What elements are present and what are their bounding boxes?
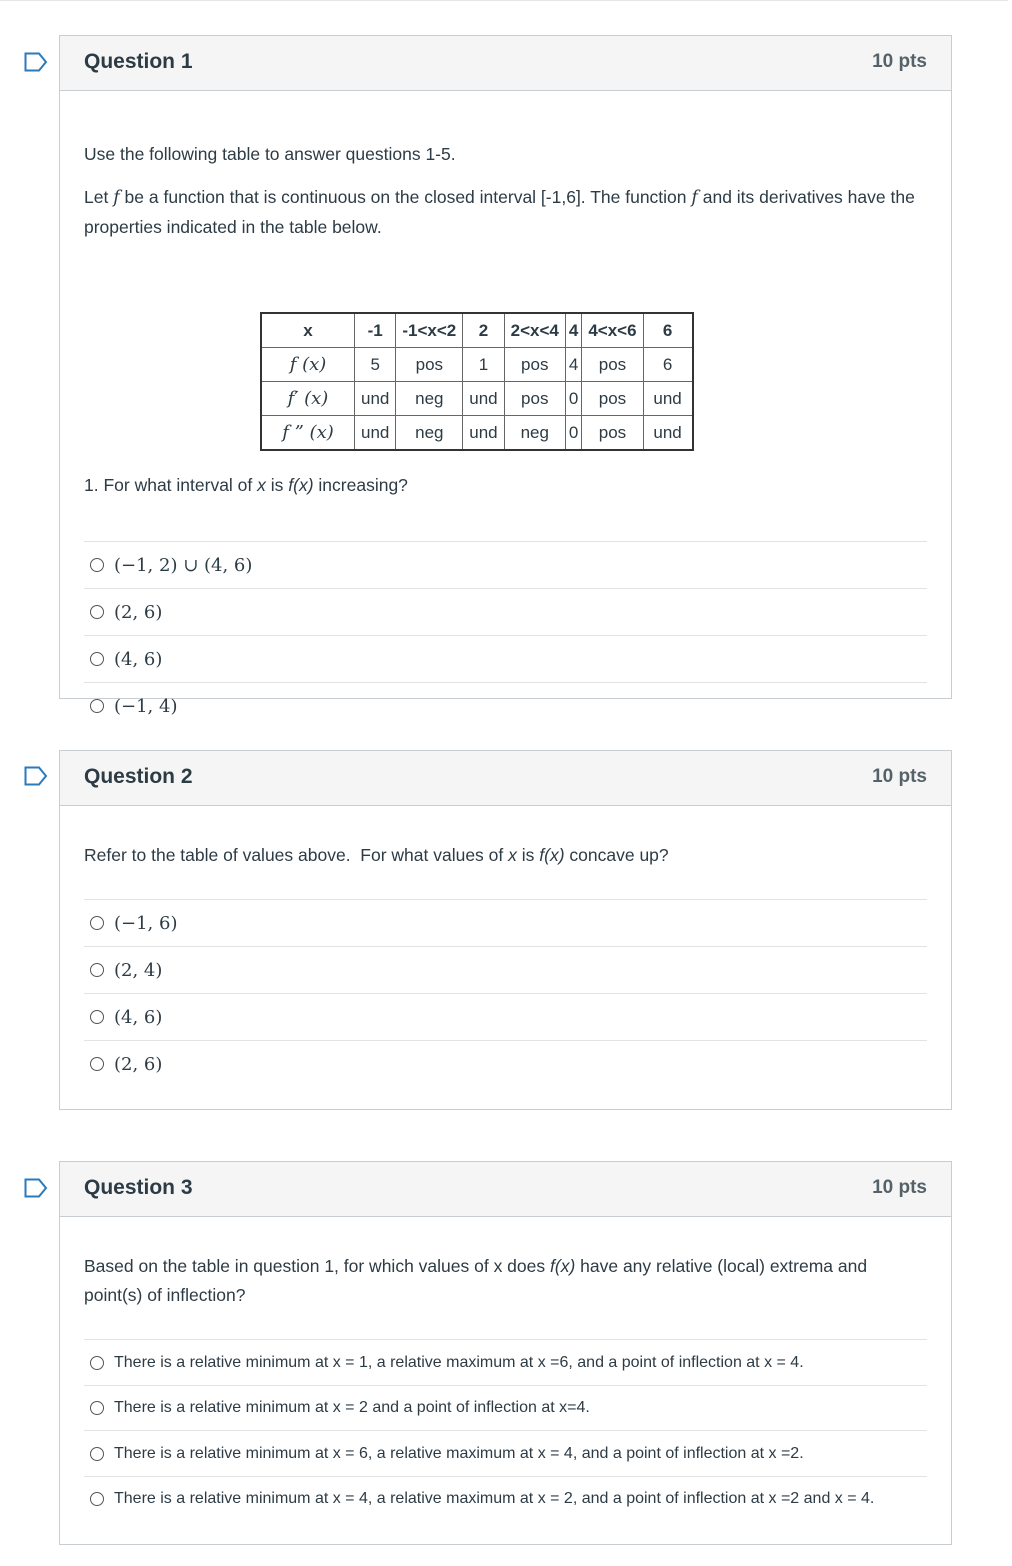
table-header-cell: 2 (463, 313, 504, 348)
question-1-card (59, 35, 952, 717)
answer-text: There is a relative minimum at x = 1, a relative maximum at x =6, and a point of inflection at x = 4. (114, 1353, 804, 1371)
radio-button[interactable] (90, 652, 104, 666)
table-cell: und (643, 382, 693, 416)
question-2-card (59, 750, 952, 1110)
table-cell: pos (504, 382, 565, 416)
question-prompt: 1. For what interval of x is f(x) increasing? (84, 475, 408, 495)
answer-text: There is a relative minimum at x = 6, a relative maximum at x = 4, and a point of inflection at x =2. (114, 1444, 804, 1462)
answer-text: (2, 6) (114, 601, 163, 623)
answer-option[interactable] (84, 1430, 927, 1476)
properties-table (260, 312, 694, 451)
answer-option[interactable] (84, 635, 927, 682)
table-cell: und (355, 416, 396, 451)
answer-text: (−1, 6) (114, 912, 178, 934)
answer-list (84, 899, 927, 1087)
radio-button[interactable] (90, 916, 104, 930)
flag-question-icon[interactable] (24, 766, 48, 786)
table-cell: neg (396, 382, 463, 416)
table-cell: pos (504, 348, 565, 382)
table-cell: und (463, 382, 504, 416)
answer-text: (2, 4) (114, 959, 163, 981)
top-divider (0, 0, 1008, 1)
answer-option[interactable] (84, 1339, 927, 1385)
table-cell: 1 (463, 348, 504, 382)
answer-option[interactable] (84, 1040, 927, 1087)
question-points: 10 pts (872, 766, 927, 787)
table-cell: und (355, 382, 396, 416)
answer-option[interactable] (84, 993, 927, 1040)
table-cell: 0 (565, 382, 581, 416)
table-cell: 4 (565, 348, 581, 382)
table-header-cell: -1 (355, 313, 396, 348)
table-cell: neg (504, 416, 565, 451)
table-cell: 0 (565, 416, 581, 451)
question-points: 10 pts (872, 51, 927, 72)
answer-option[interactable] (84, 541, 927, 588)
table-cell: pos (396, 348, 463, 382)
radio-button[interactable] (90, 605, 104, 619)
radio-button[interactable] (90, 1356, 104, 1370)
flag-question-icon[interactable] (24, 1178, 48, 1198)
table-cell: und (643, 416, 693, 451)
question-3-card (59, 1161, 952, 1545)
answer-text: (4, 6) (114, 648, 163, 670)
answer-text: There is a relative minimum at x = 4, a relative maximum at x = 2, and a point of inflection at x =2 and x = 4. (114, 1490, 875, 1507)
table-header-cell: 4<x<6 (582, 313, 643, 348)
table-cell: pos (582, 348, 643, 382)
table-header-cell: 6 (643, 313, 693, 348)
table-header-row (261, 313, 693, 348)
table-row-label: f ” (x) (261, 416, 355, 451)
question-title: Question 1 (84, 50, 193, 73)
answer-text: (−1, 4) (114, 695, 178, 717)
table-header-cell: -1<x<2 (396, 313, 463, 348)
answer-option[interactable] (84, 899, 927, 946)
question-points: 10 pts (872, 1177, 927, 1198)
question-1-header (60, 36, 951, 91)
flag-question-icon[interactable] (24, 52, 48, 72)
table-row (261, 416, 693, 451)
table-header-cell: x (261, 313, 355, 348)
radio-button[interactable] (90, 699, 104, 713)
table-cell: 6 (643, 348, 693, 382)
radio-button[interactable] (90, 1401, 104, 1415)
question-title: Question 2 (84, 765, 193, 788)
intro-text: Use the following table to answer questions 1-5. (84, 144, 456, 164)
question-title: Question 3 (84, 1176, 193, 1199)
table-header-cell: 2<x<4 (504, 313, 565, 348)
table-cell: pos (582, 382, 643, 416)
table-row (261, 348, 693, 382)
answer-option[interactable] (84, 682, 927, 729)
question-prompt: Refer to the table of values above. For what values of x is f(x) concave up? (84, 845, 669, 865)
question-2-header (60, 751, 951, 806)
table-row-label: f (x) (261, 348, 355, 382)
table-cell: pos (582, 416, 643, 451)
question-3-header (60, 1162, 951, 1217)
table-cell: 5 (355, 348, 396, 382)
radio-button[interactable] (90, 558, 104, 572)
answer-text: (−1, 2) ∪ (4, 6) (114, 554, 253, 576)
radio-button[interactable] (90, 1492, 104, 1506)
question-prompt: Based on the table in question 1, for which values of x does f(x) have any relative (local) extrema and point(s) of inflection? (84, 1256, 868, 1305)
radio-button[interactable] (90, 1447, 104, 1461)
radio-button[interactable] (90, 1010, 104, 1024)
radio-button[interactable] (90, 1057, 104, 1071)
table-header-cell: 4 (565, 313, 581, 348)
radio-button[interactable] (90, 963, 104, 977)
table-cell: neg (396, 416, 463, 451)
answer-list (84, 1339, 927, 1521)
description-text: Let f be a function that is continuous on the closed interval [-1,6]. The function f and its derivatives have the properties indicated in the table below. (84, 187, 915, 237)
answer-option[interactable] (84, 588, 927, 635)
answer-text: (4, 6) (114, 1006, 163, 1028)
answer-option[interactable] (84, 1385, 927, 1430)
answer-list (84, 541, 927, 729)
answer-text: There is a relative minimum at x = 2 and a point of inflection at x=4. (114, 1399, 590, 1416)
answer-option[interactable] (84, 1476, 927, 1521)
answer-option[interactable] (84, 946, 927, 993)
answer-text: (2, 6) (114, 1053, 163, 1075)
table-cell: und (463, 416, 504, 451)
table-row-label: f′ (x) (261, 382, 355, 416)
table-row (261, 382, 693, 416)
